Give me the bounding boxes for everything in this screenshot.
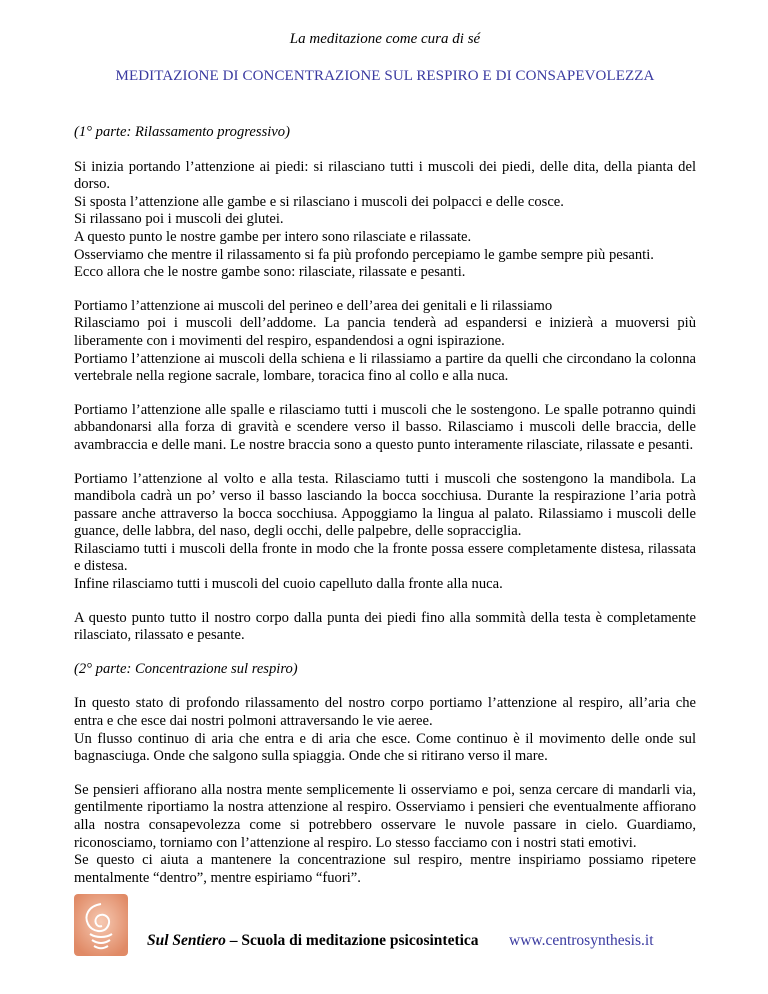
part1-paragraph xyxy=(74,298,696,386)
school-name xyxy=(147,932,479,950)
text-line: Si rilassano poi i muscoli dei glutei. xyxy=(74,211,284,228)
text-line: Ecco allora che le nostre gambe sono: rilasciate, rilassate e pesanti. xyxy=(74,264,466,281)
text-line: Osserviamo che mentre il rilassamento si fa più profondo percepiamo le gambe sempre più pesanti. xyxy=(74,246,654,263)
text-line: Portiamo l’attenzione ai muscoli della schiena e li rilassiamo a partire da quelli che circondano la colonna vertebrale nella regione sacrale, lombare, toracica fino al collo e alla nuca. xyxy=(74,350,696,385)
text-line: Portiamo l’attenzione alle spalle e rilasciamo tutti i muscoli che le sostengono. Le spalle potranno quindi abbandonarsi alla forza di gravità e scendere verso il basso. Rilasciamo i muscoli delle braccia, delle avambraccia e delle mani. Le nostre braccia sono a questo punto interamente rilasciate, rilassate e pesanti. xyxy=(74,401,696,453)
document-title: MEDITAZIONE DI CONCENTRAZIONE SUL RESPIRO E DI CONSAPEVOLEZZA xyxy=(115,68,655,84)
part1-paragraph xyxy=(74,610,696,645)
text-line: Rilasciamo tutti i muscoli della fronte in modo che la fronte possa essere completamente distesa, rilassata e distesa. xyxy=(74,540,696,575)
text-line: Rilasciamo poi i muscoli dell’addome. La pancia tenderà ad espandersi e inizierà a muoversi più liberamente con i movimenti del respiro, espandendosi a ogni ispirazione. xyxy=(74,315,696,349)
part2-heading: (2° parte: Concentrazione sul respiro) xyxy=(74,660,298,677)
text-line: A questo punto tutto il nostro corpo dalla punta dei piedi fino alla sommità della testa è completamente rilasciato, rilassato e pesante. xyxy=(74,609,696,644)
text-line: Infine rilasciamo tutti i muscoli del cuoio capelluto dalla fronte alla nuca. xyxy=(74,576,503,593)
document-body xyxy=(74,124,696,903)
running-title: La meditazione come cura di sé xyxy=(289,31,481,47)
part1-paragraph xyxy=(74,402,696,455)
spiral-breath-logo-icon xyxy=(74,894,128,956)
text-line: Se pensieri affiorano alla nostra mente semplicemente li osserviamo e poi, senza cercare di mandarli via, gentilmente riportiamo la nostra attenzione al respiro. Osserviamo i pensieri che eventualmente affiorano alla nostra consapevolezza come si potrebbero osservare le nuvole passare in cielo. Guardiamo, riconosciamo, torniamo con l’attenzione al respiro. Lo stesso facciamo con i nostri stati emotivi. xyxy=(74,781,696,851)
text-line: Se questo ci aiuta a mantenere la concentrazione sul respiro, mentre inspiriamo possiamo ripetere mentalmente “dentro”, mentre espiriamo “fuori”. xyxy=(74,852,696,886)
text-line: A questo punto le nostre gambe per intero sono rilasciate e rilassate. xyxy=(74,228,472,245)
text-line: Si inizia portando l’attenzione ai piedi: si rilasciano tutti i muscoli dei piedi, delle dita, della pianta del dorso. xyxy=(74,158,696,193)
school-name-italic: Sul Sentiero xyxy=(147,932,226,949)
text-line: In questo stato di profondo rilassamento del nostro corpo portiamo l’attenzione al respiro, all’aria che entra e che esce dai nostri polmoni attraversando le vie aeree. xyxy=(74,695,696,730)
text-line: Portiamo l’attenzione ai muscoli del perineo e dell’area dei genitali e li rilassiamo xyxy=(74,297,553,314)
part1-paragraph xyxy=(74,471,696,594)
text-line: Un flusso continuo di aria che entra e di aria che esce. Come continuo è il movimento delle onde sul bagnasciuga. Onde che salgono sulla spiaggia. Onde che si ritirano verso il mare. xyxy=(74,730,696,765)
part2-paragraph xyxy=(74,782,696,888)
text-line: Si sposta l’attenzione alle gambe e si rilasciano i muscoli dei polpacci e delle cosce. xyxy=(74,193,564,210)
page-footer xyxy=(0,894,768,964)
part2-paragraph xyxy=(74,695,696,765)
part1-heading: (1° parte: Rilassamento progressivo) xyxy=(74,124,290,140)
part1-paragraph xyxy=(74,159,696,282)
website-link[interactable]: www.centrosynthesis.it xyxy=(509,932,654,949)
text-line: Portiamo l’attenzione al volto e alla testa. Rilasciamo tutti i muscoli che sostengono la mandibola. La mandibola cadrà un po’ verso il basso lasciando la bocca socchiusa. Durante la respirazione l’aria potrà passare anche attraverso la bocca socchiusa. Appoggiamo la lingua al palato. Rilassiamo i muscoli delle guance, delle labbra, del naso, degli occhi, delle palpebre, delle sopracciglia. xyxy=(74,470,696,540)
school-name-rest: – Scuola di meditazione psicosintetica xyxy=(225,932,479,949)
